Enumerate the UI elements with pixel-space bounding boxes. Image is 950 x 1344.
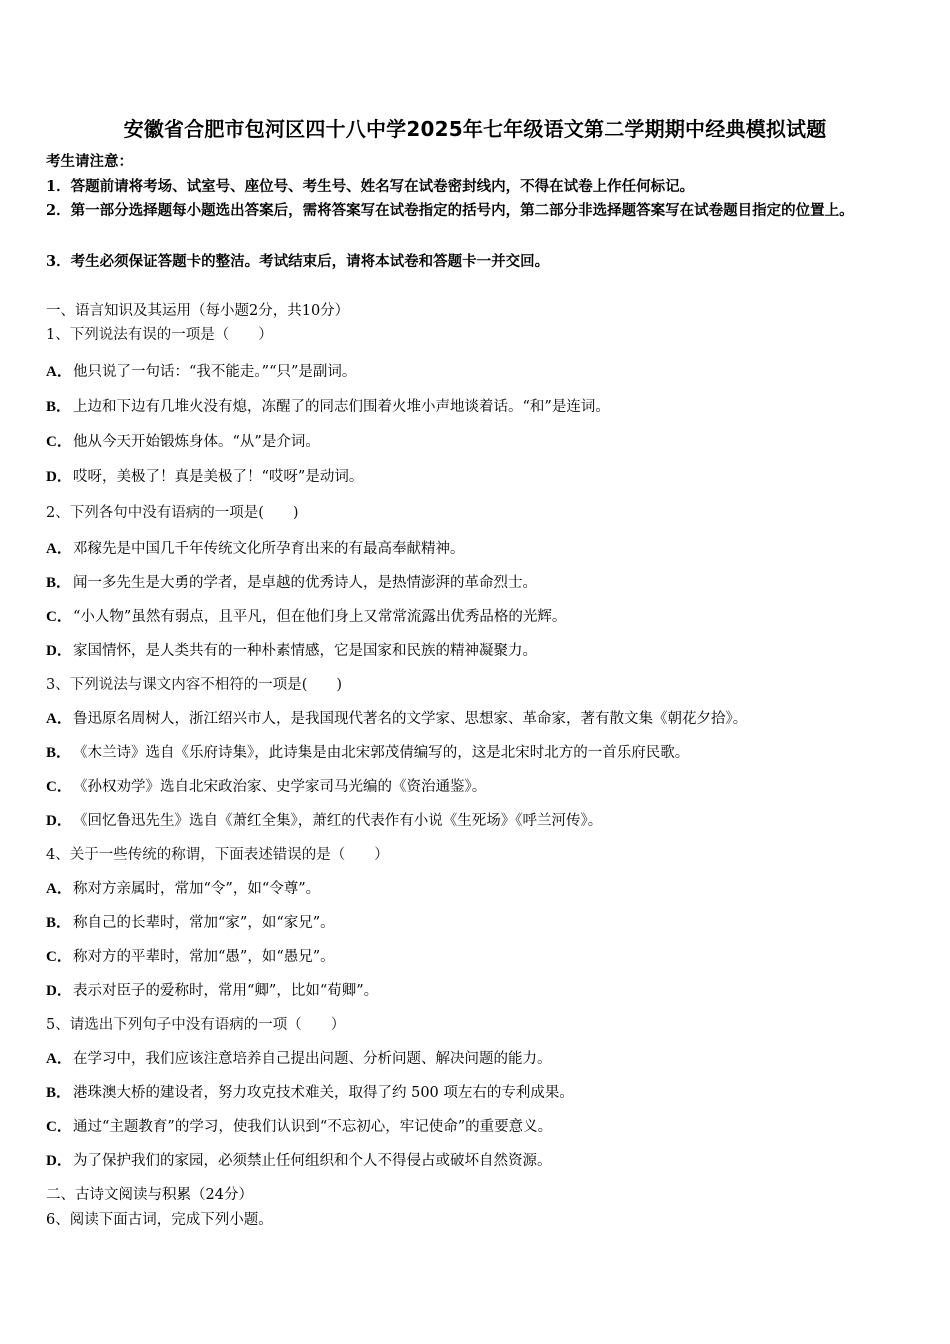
option-text: 《木兰诗》选自《乐府诗集》，此诗集是由北宋郭茂倩编写的，这是北宋时北方的一首乐府民歌。 xyxy=(73,745,690,761)
option-text: 称对方的平辈时，常加“愚”，如“愚兄”。 xyxy=(73,949,335,965)
option-letter: D． xyxy=(46,469,72,485)
option-text: 家国情怀，是人类共有的一种朴素情感，它是国家和民族的精神凝聚力。 xyxy=(73,643,537,659)
option-letter: B． xyxy=(46,1085,72,1101)
question-5-option-d xyxy=(46,1151,552,1171)
option-letter: A． xyxy=(46,881,72,897)
option-text: “小人物”虽然有弱点，且平凡，但在他们身上又常常流露出优秀品格的光辉。 xyxy=(73,609,567,625)
page-title: 安徽省合肥市包河区四十八中学2025年七年级语文第二学期期中经典模拟试题 xyxy=(123,117,827,141)
option-text: 通过“主题教育”的学习，使我们认识到“不忘初心，牢记使命”的重要意义。 xyxy=(73,1119,553,1135)
question-5-stem: 5、请选出下列句子中没有语病的一项（ ） xyxy=(46,1017,346,1033)
option-letter: C． xyxy=(46,949,72,965)
option-text: 他从今天开始锻炼身体。“从”是介词。 xyxy=(73,434,320,450)
option-letter: D． xyxy=(46,643,72,659)
option-letter: C． xyxy=(46,1119,72,1135)
question-3-option-a xyxy=(46,709,747,729)
option-letter: A． xyxy=(46,364,72,380)
option-text: 哎呀，美极了！真是美极了！“哎呀”是动词。 xyxy=(73,469,364,485)
option-text: 鲁迅原名周树人，浙江绍兴市人，是我国现代著名的文学家、思想家、革命家，著有散文集《朝花夕拾》。 xyxy=(73,711,748,727)
question-4-option-c xyxy=(46,947,335,967)
question-4-option-a xyxy=(46,879,320,899)
question-2-option-c xyxy=(46,607,566,627)
question-5-option-a xyxy=(46,1049,552,1069)
question-2-stem: 2、下列各句中没有语病的一项是( ) xyxy=(46,505,299,521)
option-text: 在学习中，我们应该注意培养自己提出问题、分析问题、解决问题的能力。 xyxy=(73,1051,552,1067)
question-5-option-b xyxy=(46,1083,574,1103)
question-4-stem: 4、关于一些传统的称谓，下面表述错误的是（ ） xyxy=(46,847,389,863)
option-text: 称自己的长辈时，常加“家”，如“家兄”。 xyxy=(73,915,335,931)
option-letter: A． xyxy=(46,541,72,557)
question-3-option-b xyxy=(46,743,689,763)
option-letter: A． xyxy=(46,1051,72,1067)
option-letter: D． xyxy=(46,983,72,999)
question-4-option-d xyxy=(46,981,378,1001)
option-text: 称对方亲属时，常加“令”，如“令尊”。 xyxy=(73,881,321,897)
option-text: 为了保护我们的家园，必须禁止任何组织和个人不得侵占或破坏自然资源。 xyxy=(73,1153,552,1169)
question-3-option-c xyxy=(46,777,486,797)
notice-heading: 考生请注意： xyxy=(46,153,133,170)
question-2-option-d xyxy=(46,641,537,661)
option-letter: C． xyxy=(46,609,72,625)
question-3-stem: 3、下列说法与课文内容不相符的一项是( ) xyxy=(46,677,343,693)
question-4-option-b xyxy=(46,913,335,933)
question-1-stem: 1、下列说法有误的一项是（ ） xyxy=(46,327,273,343)
option-letter: B． xyxy=(46,915,72,931)
option-text: 表示对臣子的爱称时，常用“卿”，比如“荀卿”。 xyxy=(73,983,379,999)
notice-item-1: 1．答题前请将考场、试室号、座位号、考生号、姓名写在试卷密封线内，不得在试卷上作任何标记。 xyxy=(46,178,695,195)
option-text: 《回忆鲁迅先生》选自《萧红全集》，萧红的代表作有小说《生死场》《呼兰河传》。 xyxy=(73,813,603,829)
option-letter: C． xyxy=(46,779,72,795)
question-5-option-c xyxy=(46,1117,552,1137)
question-2-option-b xyxy=(46,573,537,593)
notice-item-3: 3．考生必须保证答题卡的整洁。考试结束后，请将本试卷和答题卡一并交回。 xyxy=(46,253,550,270)
section1-heading: 一、语言知识及其运用（每小题2分，共10分） xyxy=(46,303,350,319)
notice-item-2: 2．第一部分选择题每小题选出答案后，需将答案写在试卷指定的括号内，第二部分非选择题答案写在试卷题目指定的位置上。 xyxy=(46,202,854,219)
option-text: 港珠澳大桥的建设者，努力攻克技术难关，取得了约 500 项左右的专利成果。 xyxy=(73,1085,574,1101)
option-text: 闻一多先生是大勇的学者，是卓越的优秀诗人，是热情澎湃的革命烈士。 xyxy=(73,575,537,591)
option-text: 他只说了一句话：“我不能走。”“只”是副词。 xyxy=(73,364,357,380)
question-2-option-a xyxy=(46,539,465,559)
question-6-stem: 6、阅读下面古词，完成下列小题。 xyxy=(46,1212,273,1228)
question-1-option-b xyxy=(46,397,610,417)
option-text: 邓稼先是中国几千年传统文化所孕育出来的有最高奉献精神。 xyxy=(73,541,465,557)
question-3-option-d xyxy=(46,811,602,831)
option-letter: B． xyxy=(46,575,72,591)
option-letter: A． xyxy=(46,711,72,727)
section2-heading: 二、古诗文阅读与积累（24分） xyxy=(46,1187,253,1203)
question-1-option-c xyxy=(46,432,320,452)
question-1-option-a xyxy=(46,362,356,382)
question-1-option-d xyxy=(46,467,363,487)
option-text: 《孙权劝学》选自北宋政治家、史学家司马光编的《资治通鉴》。 xyxy=(73,779,487,795)
option-letter: D． xyxy=(46,813,72,829)
option-letter: D． xyxy=(46,1153,72,1169)
option-text: 上边和下边有几堆火没有熄，冻醒了的同志们围着火堆小声地谈着话。“和”是连词。 xyxy=(73,399,610,415)
option-letter: B． xyxy=(46,745,72,761)
option-letter: C． xyxy=(46,434,72,450)
option-letter: B． xyxy=(46,399,72,415)
